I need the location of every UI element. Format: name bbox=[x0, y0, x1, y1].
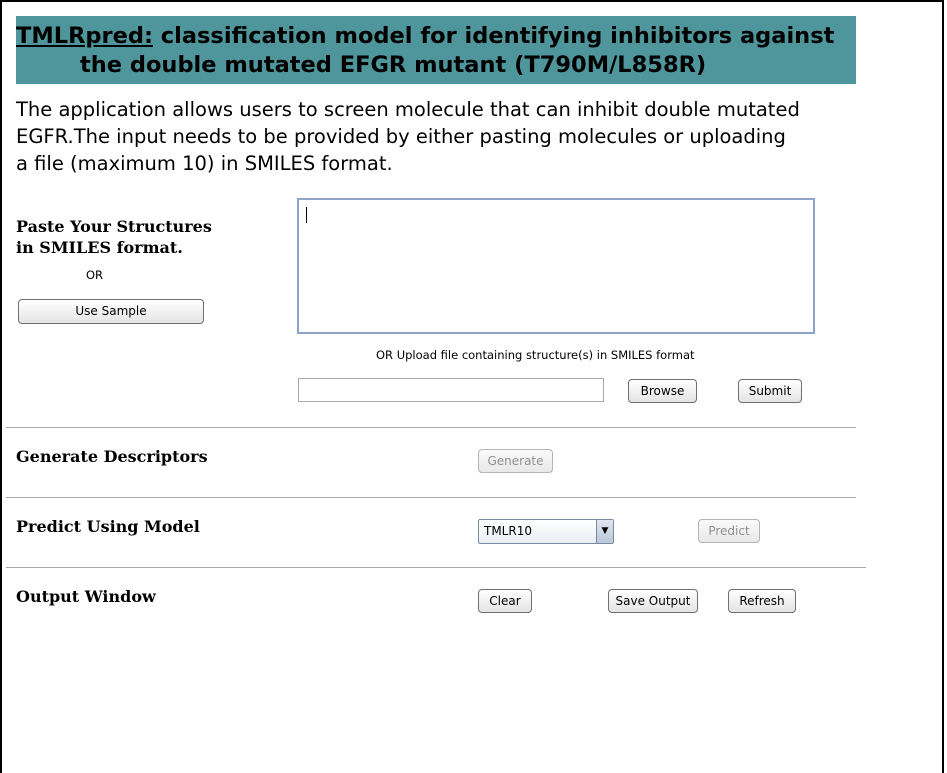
paste-label bbox=[16, 216, 212, 258]
smiles-textarea[interactable] bbox=[297, 198, 815, 334]
description bbox=[16, 96, 816, 177]
submit-button[interactable]: Submit bbox=[738, 379, 802, 403]
file-path-input[interactable] bbox=[298, 378, 604, 402]
title-banner bbox=[16, 16, 856, 84]
title-line-1 bbox=[16, 22, 856, 51]
chevron-down-icon[interactable]: ▼ bbox=[596, 520, 613, 543]
browse-button[interactable]: Browse bbox=[628, 379, 697, 403]
paste-label-line-2: in SMILES format. bbox=[16, 238, 183, 257]
description-line-1: The application allows users to screen molecule that can inhibit double mutated bbox=[16, 98, 800, 121]
description-line-2: EGFR.The input needs to be provided by either pasting molecules or uploading bbox=[16, 125, 786, 148]
use-sample-button[interactable]: Use Sample bbox=[18, 299, 204, 324]
or-text: OR bbox=[86, 268, 104, 282]
save-output-button[interactable]: Save Output bbox=[608, 589, 698, 613]
generate-label: Generate Descriptors bbox=[16, 447, 208, 466]
paste-label-line-1: Paste Your Structures bbox=[16, 217, 212, 236]
predict-button[interactable]: Predict bbox=[698, 519, 760, 543]
upload-label: OR Upload file containing structure(s) in SMILES format bbox=[376, 348, 695, 362]
output-area bbox=[16, 622, 916, 762]
refresh-button[interactable]: Refresh bbox=[728, 589, 796, 613]
predict-label: Predict Using Model bbox=[16, 517, 200, 536]
description-line-3: a file (maximum 10) in SMILES format. bbox=[16, 152, 393, 175]
divider bbox=[6, 427, 856, 428]
app-name: TMLRpred: bbox=[16, 23, 153, 49]
title-text: classification model for identifying inhibitors against bbox=[152, 23, 835, 49]
model-selected-value: TMLR10 bbox=[484, 524, 532, 538]
title-line-2: the double mutated EFGR mutant (T790M/L858R) bbox=[80, 52, 707, 78]
divider bbox=[6, 567, 866, 568]
generate-button[interactable]: Generate bbox=[478, 449, 553, 473]
output-label: Output Window bbox=[16, 587, 156, 606]
text-caret bbox=[306, 207, 307, 223]
clear-button[interactable]: Clear bbox=[478, 589, 532, 613]
divider bbox=[6, 497, 856, 498]
model-select[interactable] bbox=[478, 519, 614, 544]
